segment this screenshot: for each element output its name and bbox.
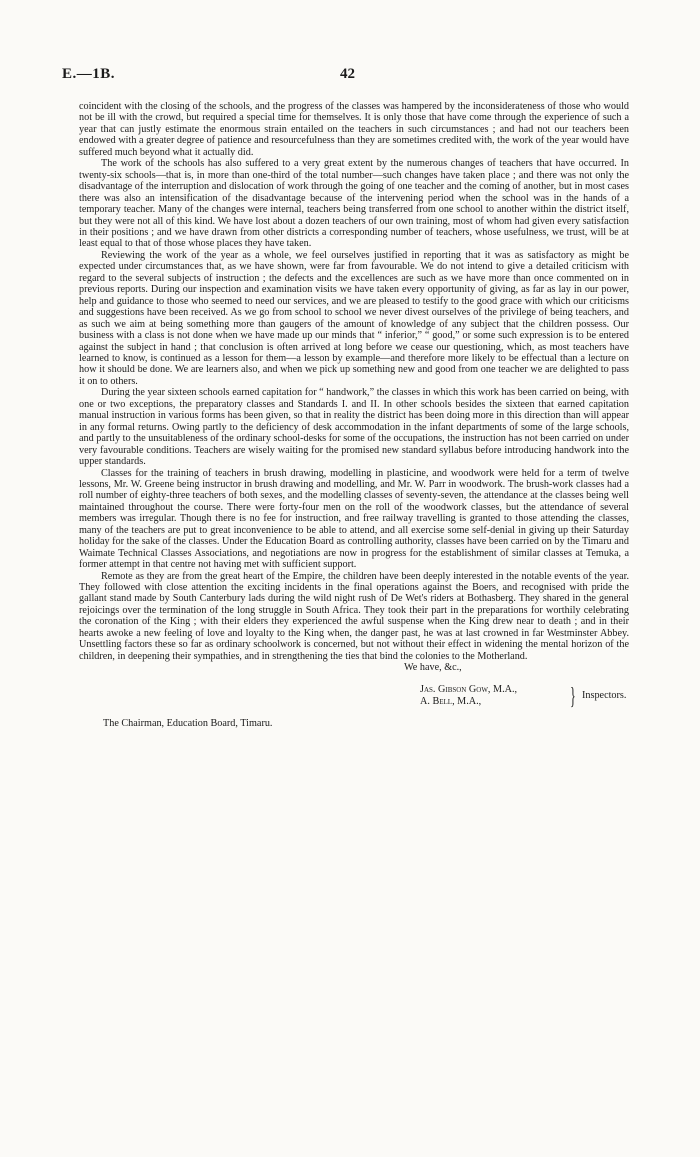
paragraph: coincident with the closing of the schools, and the progress of the classes was hampered by the inconsiderateness of those who would not be ill with the crowd, but required a special time for themselves. It is only those that have come through the experience of such a year that can justly estimate the enormous strain entailed on the teachers in such circumstances ; and had not our teachers been endowed with a greater degree of patience and resourcefulness than they are sometimes credited with, the work of the year would have suffered much beyond what it actually did. [79, 101, 629, 158]
signatory-name: Jas. Gibson Gow, M.A., [420, 683, 518, 695]
addressee: The Chairman, Education Board, Timaru. [103, 717, 273, 729]
paragraph: Remote as they are from the great heart of the Empire, the children have been deeply interested in the notable events of the year. They followed with close attention the exciting incidents in the final operations against the Boers, and recognised with pride the gallant stand made by South Canterbury lads during the wild night rush of De Wet's riders at Bothasberg. They shared in the general rejoicings over the termination of the long struggle in South Africa. They took their part in the preparations for worthily celebrating the coronation of the King ; with their elders they experienced the awful suspense when the King drew near to death ; and in their hearts awoke a new feeling of love and loyalty to the King when, the danger past, he was at last crowned in far Westminster Abbey. Unsettling factors these so far as ordinary schoolwork is concerned, but not without their effect in widening the mental horizon of the children, in deepening their sympathies, and in strengthening the ties that bind the colonies to the Motherland. [79, 570, 629, 662]
paragraph: Classes for the training of teachers in brush drawing, modelling in plasticine, and woodwork were held for a term of twelve lessons, Mr. W. Greene being instructor in brush drawing and modelling, and Mr. W. Parr in woodwork. The brush-work classes had a roll number of eighty-three teachers of both sexes, and the modelling classes of seventy-seven, the attendance at the classes being well maintained throughout the course. There were forty-four men on the roll of the woodwork classes, but the attendance of several members was irregular. Though there is no fee for instruction, and free railway travelling is granted to those attending the classes, many of the teachers are put to great inconvenience to be able to attend, and all exercise some self-denial in giving up their Saturday holiday for the sake of the classes. Under the Education Board as controlling authority, classes have been carried on by the Timaru and Waimate Technical Classes Associations, and negotiations are now in progress for the establishment of similar classes at Temuka, a former attempt in that centre not having met with sufficient support. [79, 467, 629, 571]
signatory-name: A. Bell, M.A., [420, 695, 482, 707]
page-header [62, 66, 638, 86]
paragraph: During the year sixteen schools earned capitation for “ handwork,” the classes in which this work has been carried on being, with one or two exceptions, the preparatory classes and Standards I. and II. In other schools besides the sixteen that earned capitation manual instruction in various forms has been given, so that in reality the district has been doing more in this direction than will appear in any formal returns. Owing partly to the deficiency of desk accommodation in the infant departments of some of the large schools, and partly to the unsuitableness of the ordinary school-desks for some of the occupations, the instruction has not been carried on under very favourable conditions. Teachers are wisely waiting for the promised new standard syllabus before introducing handwork into the upper standards. [79, 387, 629, 468]
brace-glyph: } [570, 683, 576, 710]
paragraph: Reviewing the work of the year as a whole, we feel ourselves justified in reporting that it was as satisfactory as might be expected under circumstances that, as we have shown, were far from favourable. We do not intend to give a detailed criticism with regard to the several subjects of instruction ; the defects and the excellences are such as we have more than once commented on in previous reports. During our inspection and examination visits we have taken every opportunity of giving, as far as lay in our power, help and guidance to those who seemed to need our services, and we are pleased to testify to the good grace with which our criticisms and suggestions have been received. As we go from school to school we never divest ourselves of the privilege of being teachers, and as such we aim at being something more than gaugers of the amount of knowledge of any subject that the children possess. Our business with a class is not done when we have made up our minds that “ inferior,” “ good,” or some such expression is to be entered against the subject in hand ; that conclusion is often arrived at long before we cease our questioning, which, as most teachers have learned to know, is continued as a lesson for them—a lesson by example—and therefore more likely to be effectual than a lecture on how it should be done. We are learners also, and when we pick up something new and good from one teacher we are delighted to pass it on to others. [79, 249, 629, 387]
page-number: 42 [340, 66, 355, 82]
signatory-role: Inspectors. [582, 689, 627, 701]
signature-block [420, 684, 629, 712]
report-body [79, 101, 629, 740]
closing-salutation: We have, &c., [404, 662, 462, 674]
paragraph: The work of the schools has also suffered to a very great extent by the numerous changes of teachers that have occurred. In twenty-six schools—that is, in more than one-third of the total number—such changes have taken place ; and there was not only the disadvantage of the interruption and dislocation of work through the going of one teacher and the coming of another, but in most cases there was also an intensification of the disadvantage because of the intervening period when the school was in the hands of a temporary teacher. Many of the changes were internal, teachers being transferred from one school to another within the district itself, but they were not all of this kind. We have lost about a dozen teachers of our own training, most of whom had given every satisfaction in their positions ; and we have drawn from other districts a corresponding number of teachers, whose usefulness, we trust, will be at least equal to that of those whose places they have taken. [79, 158, 629, 250]
document-reference: E.—1B. [62, 66, 116, 82]
